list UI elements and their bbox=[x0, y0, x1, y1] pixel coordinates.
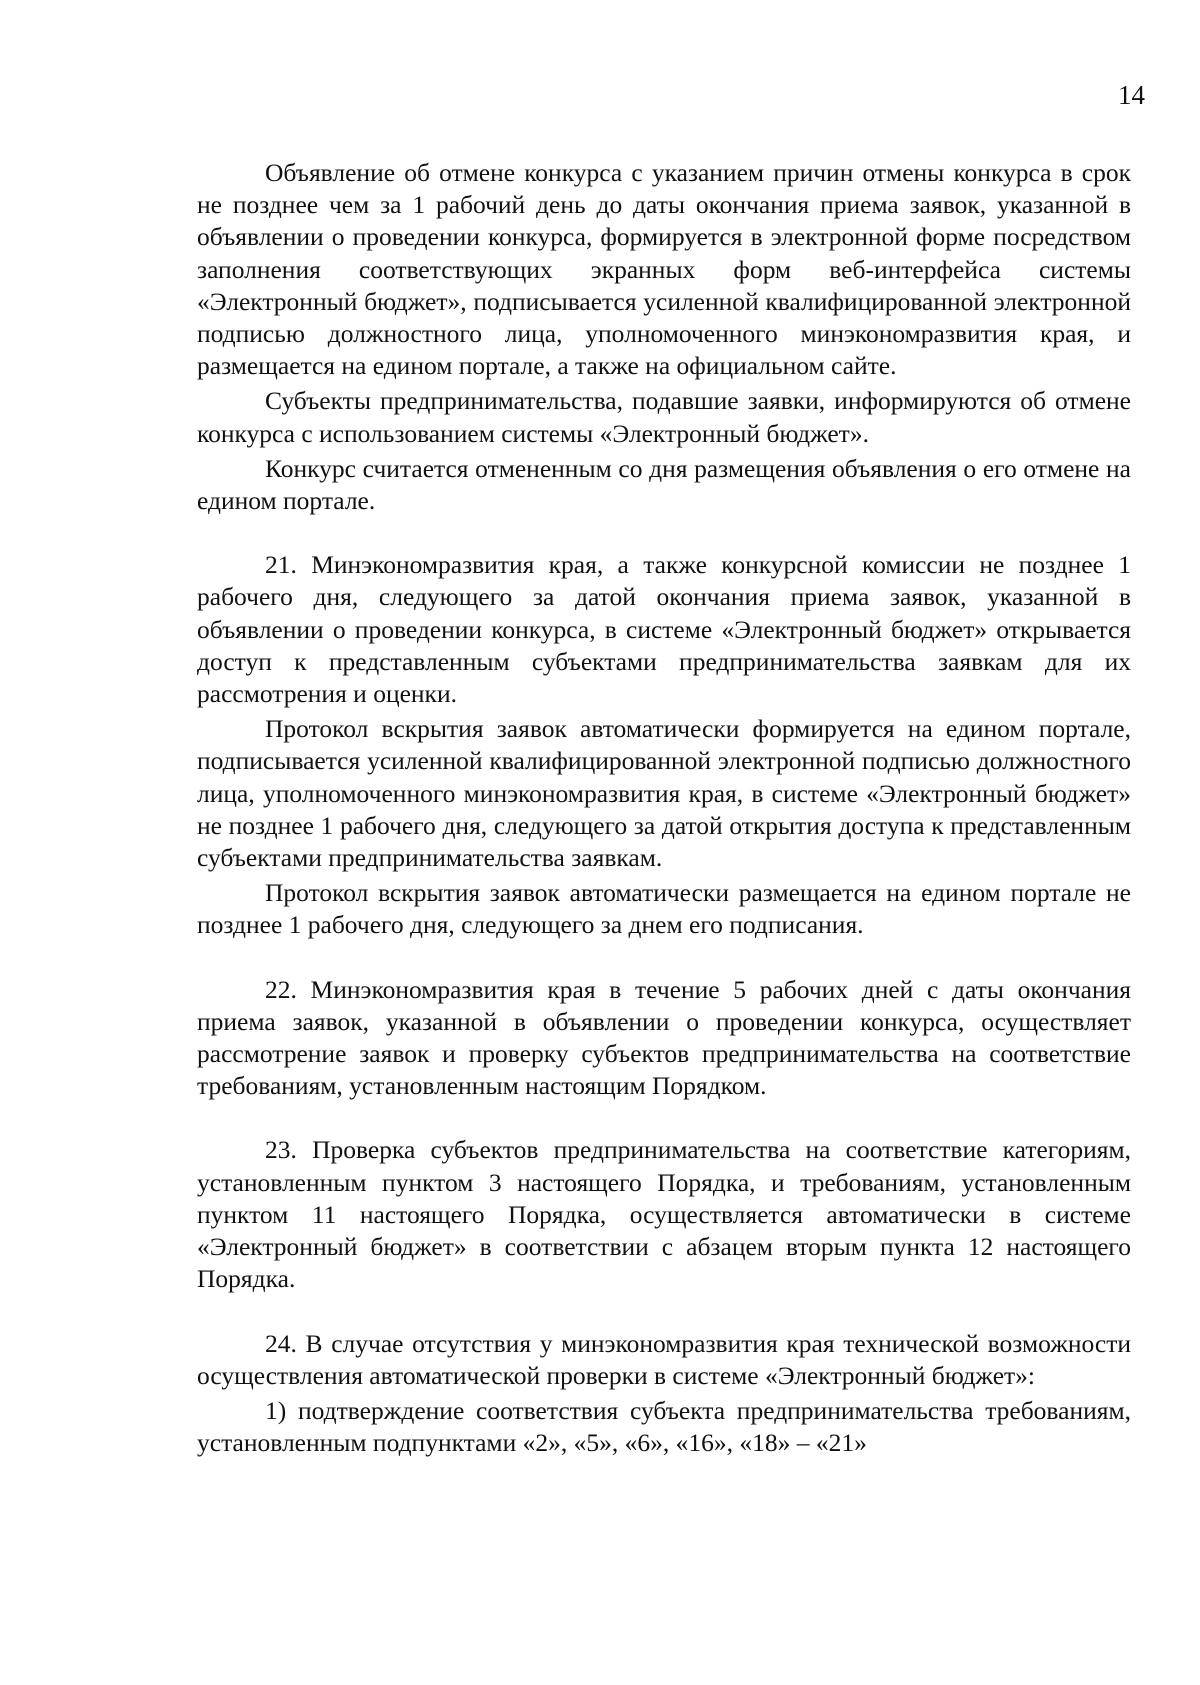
paragraph-cancel-announcement: Объявление об отмене конкурса с указанием причин отмены конкурса в срок не позднее чем за 1 рабочий день до даты окончания приема заявок, указанной в объявлении о проведении конкурса, формируется в электронной форме посредством заполнения соответствующих экранных форм веб-интерфейса системы «Электронный бюджет», подписывается усиленной квалифицированной электронной подписью должностного лица, уполномоченного минэкономразвития края, и размещается на едином портале, а также на официальном сайте. bbox=[197, 158, 1131, 381]
paragraph-subitem-1: 1) подтверждение соответствия субъекта предпринимательства требованиям, установленным подпунктами «2», «5», «6», «16», «18» – «21» bbox=[197, 1395, 1131, 1458]
paragraph-contest-cancelled: Конкурс считается отмененным со дня размещения объявления о его отмене на едином портале. bbox=[197, 453, 1131, 516]
document-body bbox=[197, 157, 1131, 1459]
paragraph-item-22: 22. Минэкономразвития края в течение 5 рабочих дней с даты окончания приема заявок, указанной в объявлении о проведении конкурса, осуществляет рассмотрение заявок и проверку субъектов предпринимательства на соответствие требованиям, установленным настоящим Порядком. bbox=[197, 974, 1131, 1101]
paragraph-item-23: 23. Проверка субъектов предпринимательства на соответствие категориям, установленным пунктом 3 настоящего Порядка, и требованиям, установленным пунктом 11 настоящего Порядка, осуществляется автоматически в системе «Электронный бюджет» в соответствии с абзацем вторым пункта 12 настоящего Порядка. bbox=[197, 1135, 1131, 1294]
paragraph-protocol-formed: Протокол вскрытия заявок автоматически формируется на едином портале, подписывается усиленной квалифицированной электронной подписью должностного лица, уполномоченного минэкономразвития края, в системе «Электронный бюджет» не позднее 1 рабочего дня, следующего за датой открытия доступа к представленным субъектами предпринимательства заявкам. bbox=[197, 714, 1131, 873]
paragraph-protocol-published: Протокол вскрытия заявок автоматически размещается на едином портале не позднее 1 рабочего дня, следующего за днем его подписания. bbox=[197, 878, 1131, 940]
paragraph-item-21: 21. Минэкономразвития края, а также конкурсной комиссии не позднее 1 рабочего дня, следующего за датой окончания приема заявок, указанной в объявлении о проведении конкурса, в системе «Электронный бюджет» открывается доступ к представленным субъектами предпринимательства заявкам для их рассмотрения и оценки. bbox=[197, 550, 1131, 709]
page-number: 14 bbox=[1118, 80, 1145, 110]
paragraph-item-24: 24. В случае отсутствия у минэкономразвития края технической возможности осуществления автоматической проверки в системе «Электронный бюджет»: bbox=[197, 1328, 1131, 1390]
paragraph-applicants-informed: Субъекты предпринимательства, подавшие заявки, информируются об отмене конкурса с использованием системы «Электронный бюджет». bbox=[197, 386, 1131, 448]
